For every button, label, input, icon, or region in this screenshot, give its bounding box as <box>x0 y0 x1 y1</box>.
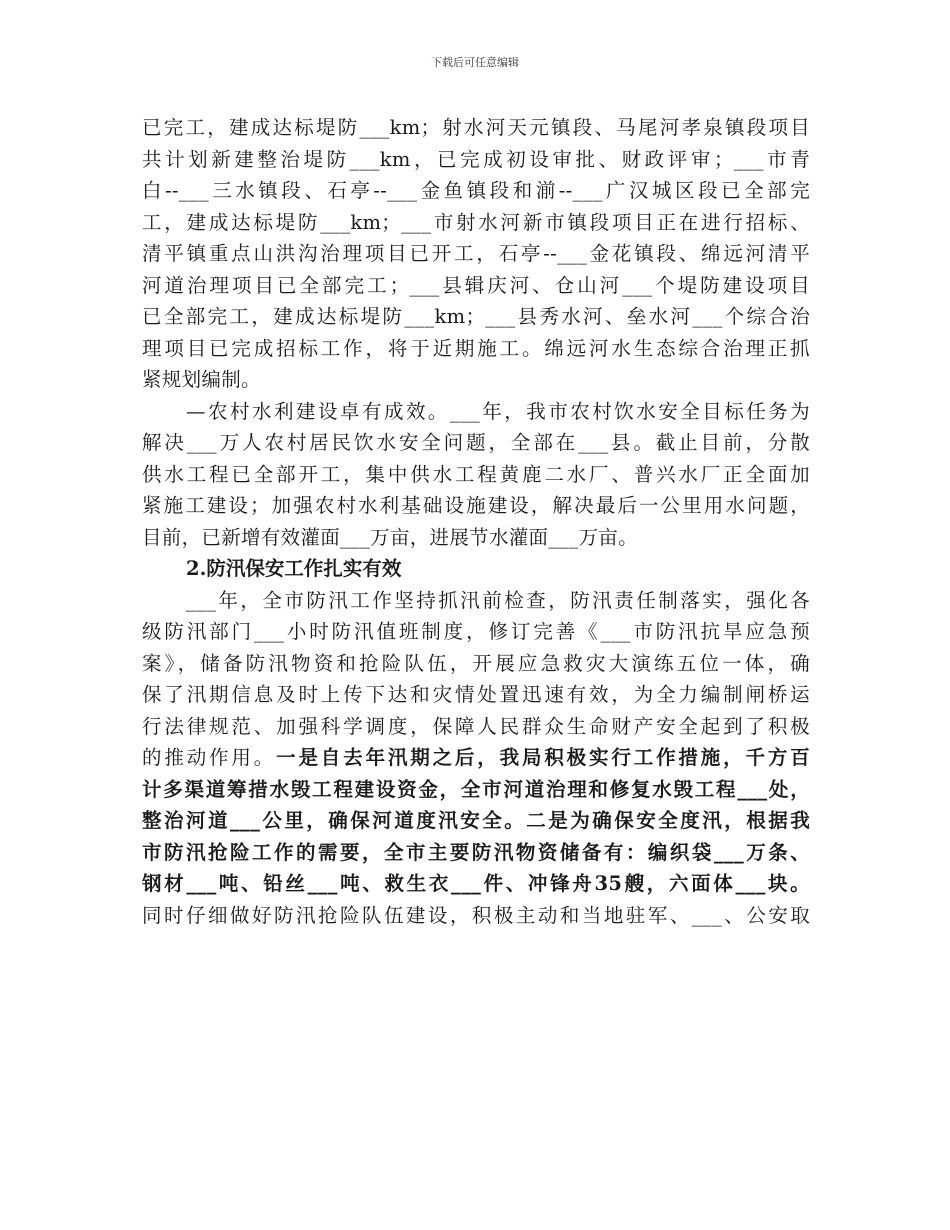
text-line: 同时仔细做好防汛抢险队伍建设，积极主动和当地驻军、___、公安取 <box>142 903 810 927</box>
bold-text-line: 钢材___吨、铅丝___吨、救生衣___件、冲锋舟35艘，六面体___块。 <box>142 872 810 895</box>
paragraph-start-line: ___年，全市防汛工作坚持抓汛前检查，防汛责任制落实，强化各 <box>186 588 810 612</box>
document-body <box>142 112 810 931</box>
paragraph-start-line: —农村水利建设卓有成效。___年，我市农村饮水安全目标任务为 <box>186 399 810 423</box>
text-line: 理项目已完成招标工作，将于近期施工。绵远河水生态综合治理正抓 <box>142 336 810 360</box>
text-line: 清平镇重点山洪沟治理项目已开工，石亭--___金花镇段、绵远河清平 <box>142 242 810 265</box>
text-line: 行法律规范、加强科学调度，保障人民群众生命财产安全起到了积极 <box>142 714 810 738</box>
text-line: 解决___万人农村居民饮水安全问题，全部在___县。截止目前，分散 <box>142 431 810 454</box>
text-segment: 的推动作用。 <box>142 746 277 769</box>
page-header: 下载后可任意编辑 <box>431 56 519 69</box>
section-heading: 2.防汛保安工作扎实有效 <box>186 557 402 580</box>
text-line: 供水工程已全部开工，集中供水工程黄鹿二水厂、普兴水厂正全面加 <box>142 462 810 486</box>
text-line: 共计划新建整治堤防___km，已完成初设审批、财政评审；___市青 <box>142 147 810 171</box>
bold-text-line: 计多渠道筹措水毁工程建设资金，全市河道治理和修复水毁工程___处， <box>142 777 810 801</box>
text-line: 案》，储备防汛物资和抢险队伍，开展应急救灾大演练五位一体，确 <box>142 651 810 675</box>
text-line: 级防汛部门___小时防汛值班制度，修订完善《___市防汛抗旱应急预 <box>142 620 810 643</box>
text-line: 已全部完工，建成达标堤防___km；___县秀水河、垒水河___个综合治 <box>142 305 810 328</box>
text-line: 紧施工建设；加强农村水利基础设施建设，解决最后一公里用水问题， <box>142 494 810 517</box>
text-line: 紧规划编制。 <box>142 368 261 391</box>
bold-text-line: 整治河道___公里，确保河道度汛安全。二是为确保安全度汛，根据我 <box>142 809 810 832</box>
text-line: 目前，已新增有效灌面___万亩，进展节水灌面___万亩。 <box>142 525 638 549</box>
text-line: 已完工，建成达标堤防___km；射水河天元镇段、马尾河孝泉镇段项目 <box>142 116 810 139</box>
bold-text-segment: 一是自去年汛期之后，我局积极实行工作措施，千方百 <box>276 746 810 769</box>
text-line: 保了汛期信息及时上传下达和灾情处置迅速有效，为全力编制闸桥运 <box>142 683 810 706</box>
text-line: 工，建成达标堤防___km；___市射水河新市镇段项目正在进行招标、 <box>142 210 810 234</box>
bold-text-line: 市防汛抢险工作的需要，全市主要防汛物资储备有：编织袋___万条、 <box>142 840 810 864</box>
mixed-text-line <box>142 742 810 774</box>
text-line: 河道治理项目已全部完工；___县辑庆河、仓山河___个堤防建设项目 <box>142 273 810 297</box>
text-line: 白--___三水镇段、石亭--___金鱼镇段和湔--___广汉城区段已全部完 <box>142 179 810 202</box>
